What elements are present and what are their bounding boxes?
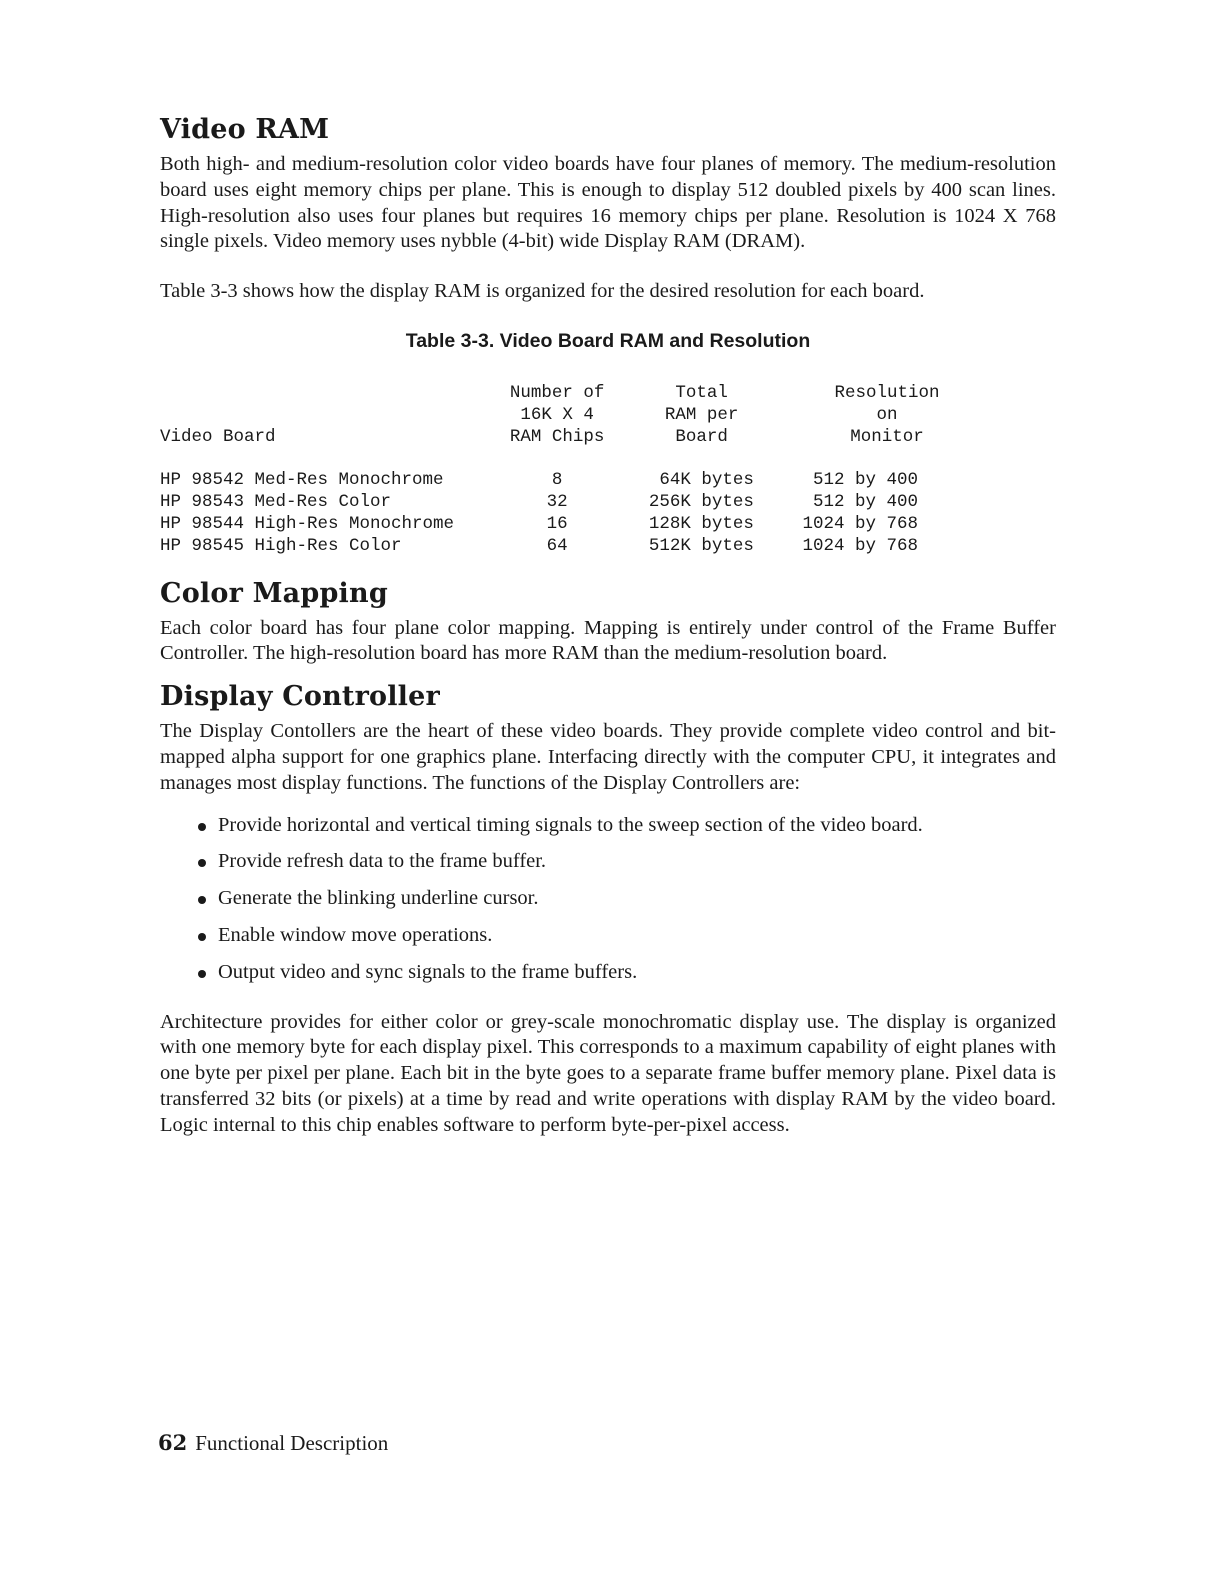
paragraph-video-ram-2: Table 3-3 shows how the display RAM is organized for the desired resolution for each board. xyxy=(160,280,925,303)
header-res-line-2: on xyxy=(876,404,898,425)
header-board-line-3: Video Board xyxy=(160,426,276,447)
page-number: 62 xyxy=(158,1430,188,1455)
cell-ram: 256K bytes xyxy=(648,492,754,513)
section-color-mapping xyxy=(160,576,1056,668)
function-list xyxy=(160,813,1056,986)
paragraph-display-controller-2: Architecture provides for either color or grey-scale monochromatic display use. The display is organized with one memory byte for each display pixel. This corresponds to a maximum capability of eight planes with one byte per pixel per plane. Each bit in the byte goes to a separate frame buffer memory plane. Pixel data is transferred 32 bits (or pixels) at a time by read and write operations with display RAM by the video board. Logic internal to this chip enables software to perform byte-per-pixel access. xyxy=(160,1010,1056,1136)
cell-board: HP 98545 High-Res Color xyxy=(160,535,402,556)
table-header-row xyxy=(160,405,990,427)
bullet-icon xyxy=(198,859,206,867)
heading-color-mapping: Color Mapping xyxy=(160,577,388,609)
table-header-row xyxy=(160,427,990,449)
footer-section-title: Functional Description xyxy=(195,1431,389,1455)
list-item: Provide horizontal and vertical timing signals to the sweep section of the video board. xyxy=(198,813,1056,839)
cell-chips: 64 xyxy=(546,535,568,556)
cell-board: HP 98542 Med-Res Monochrome xyxy=(160,470,444,491)
list-item: Enable window move operations. xyxy=(198,923,1056,949)
cell-resolution: 512 by 400 xyxy=(812,492,918,513)
heading-video-ram: Video RAM xyxy=(160,114,330,145)
header-res-line-3: Monitor xyxy=(850,426,924,447)
header-res-line-1: Resolution xyxy=(834,382,940,403)
header-board-line-2 xyxy=(160,405,495,427)
table-caption: Table 3-3. Video Board RAM and Resolution xyxy=(405,329,811,352)
table-row xyxy=(160,536,990,558)
header-chips-line-2: 16K X 4 xyxy=(520,404,594,425)
ram-resolution-table xyxy=(160,383,990,558)
table-row xyxy=(160,514,990,536)
bullet-icon xyxy=(198,970,206,978)
header-chips-line-3: RAM Chips xyxy=(509,426,605,447)
table-row xyxy=(160,492,990,514)
cell-ram: 64K bytes xyxy=(659,470,754,491)
bullet-icon xyxy=(198,933,206,941)
document-page xyxy=(160,112,1056,1139)
cell-resolution: 1024 by 768 xyxy=(802,535,918,556)
header-ram-line-3: Board xyxy=(675,426,728,447)
cell-chips: 16 xyxy=(546,513,568,534)
list-item: Provide refresh data to the frame buffer. xyxy=(198,849,1056,875)
table-row xyxy=(160,470,990,492)
cell-board: HP 98544 High-Res Monochrome xyxy=(160,513,455,534)
table-spacer xyxy=(160,448,990,470)
cell-resolution: 1024 by 768 xyxy=(802,513,918,534)
table-header-row xyxy=(160,383,990,405)
paragraph-video-ram-1: Both high- and medium-resolution color video boards have four planes of memory. The medium-resolution board uses eight memory chips per plane. This is enough to display 512 doubled pixels by 400 scan lines. High-resolution also uses four planes but requires 16 memory chips per plane. Resolution is 1024 X 768 single pixels. Video memory uses nybble (4-bit) wide Display RAM (DRAM). xyxy=(160,153,1056,253)
heading-display-controller: Display Controller xyxy=(160,681,440,713)
page-footer xyxy=(158,1430,388,1456)
header-ram-line-1: Total xyxy=(675,382,728,403)
cell-board: HP 98543 Med-Res Color xyxy=(160,492,392,513)
bullet-icon xyxy=(198,823,206,831)
list-item: Generate the blinking underline cursor. xyxy=(198,886,1056,912)
header-board-line-1 xyxy=(160,383,495,405)
cell-resolution: 512 by 400 xyxy=(812,470,918,491)
cell-ram: 128K bytes xyxy=(648,513,754,534)
header-chips-line-1: Number of xyxy=(509,382,605,403)
section-display-controller xyxy=(160,679,1056,1138)
list-item: Output video and sync signals to the frame buffers. xyxy=(198,960,1056,986)
paragraph-color-mapping: Each color board has four plane color mapping. Mapping is entirely under control of the Frame Buffer Controller. The high-resolution board has more RAM than the medium-resolution board. xyxy=(160,616,1056,665)
paragraph-display-controller-1: The Display Contollers are the heart of these video boards. They provide complete video control and bit-mapped alpha support for one graphics plane. Interfacing directly with the computer CPU, it integrates and manages most display functions. The functions of the Display Controllers are: xyxy=(160,720,1056,794)
cell-ram: 512K bytes xyxy=(648,535,754,556)
cell-chips: 8 xyxy=(551,470,563,491)
header-ram-line-2: RAM per xyxy=(664,404,739,425)
bullet-icon xyxy=(198,896,206,904)
cell-chips: 32 xyxy=(546,492,568,513)
